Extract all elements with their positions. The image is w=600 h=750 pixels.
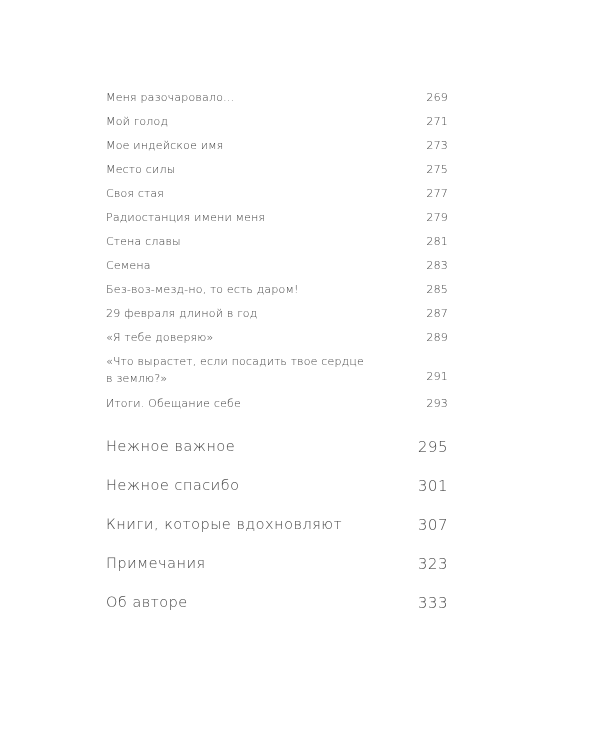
toc-entry-title: «Что вырастет, если посадить твое сердце в землю?» (106, 355, 364, 385)
toc-entry-title: Своя стая (106, 187, 164, 200)
toc-section-title: Нежное спасибо (106, 478, 240, 494)
toc-entry-page: 271 (426, 115, 448, 128)
toc-entry-page: 287 (426, 307, 448, 320)
toc-section-page: 323 (417, 555, 448, 573)
toc-section-title: Нежное важное (106, 439, 236, 455)
toc-section-page: 307 (417, 516, 448, 534)
toc-entry-page: 277 (426, 187, 448, 200)
toc-entry-page: 279 (426, 211, 448, 224)
toc-entry-page: 285 (426, 283, 448, 296)
toc-entry-title: Меня разочаровало... (106, 91, 235, 104)
toc-entry-title: Стена славы (106, 235, 181, 248)
toc-entry-page: 283 (426, 259, 448, 272)
toc-section-page: 333 (417, 594, 448, 612)
toc-entry-page: 281 (426, 235, 448, 248)
toc-entry-page: 273 (426, 139, 448, 152)
toc-entry-page: 275 (426, 163, 448, 176)
toc-section-page: 295 (417, 438, 448, 456)
toc-entry-title: Мой голод (106, 115, 169, 128)
toc-entry-title: Без-воз-мезд-но, то есть даром! (106, 283, 299, 296)
toc-entry-title: «Я тебе доверяю» (106, 331, 214, 344)
toc-entry-page: 291 (426, 370, 448, 383)
toc-entry-title: Место силы (106, 163, 176, 176)
toc-entry-title: 29 февраля длиной в год (106, 307, 258, 320)
toc-entry-title: Семена (106, 259, 151, 272)
toc-entry-page: 293 (426, 397, 448, 410)
toc-section-title: Книги, которые вдохновляют (106, 517, 343, 533)
toc-section-page: 301 (417, 477, 448, 495)
toc-entry-page: 289 (426, 331, 448, 344)
toc-section-title: Об авторе (106, 595, 188, 611)
toc-entry-title: Мое индейское имя (106, 139, 224, 152)
toc-section-title: Примечания (106, 556, 206, 572)
toc-entry-page: 269 (426, 91, 448, 104)
toc-entry-title: Итоги. Обещание себе (106, 397, 241, 410)
toc-entry-title: Радиостанция имени меня (106, 211, 266, 224)
